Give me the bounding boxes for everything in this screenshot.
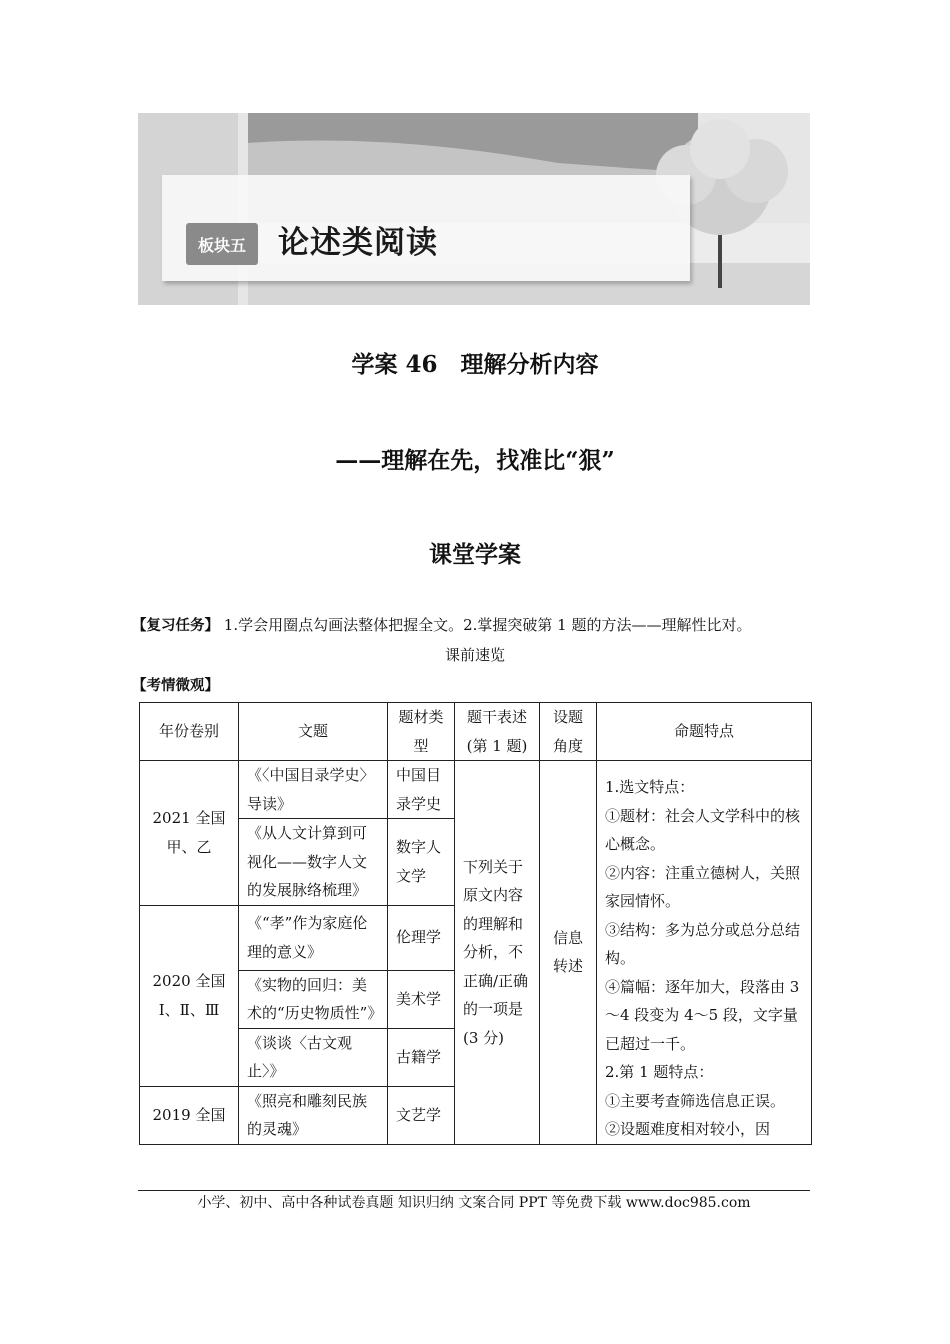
article-genre: 文艺学 (388, 1086, 455, 1144)
section-banner (138, 113, 810, 305)
article-title: 《〈中国目录学史〉导读》 (239, 761, 388, 819)
year-2020: 2020 全国Ⅰ、Ⅱ、Ⅲ (140, 905, 239, 1086)
question-angle: 信息转述 (540, 761, 597, 1145)
review-task (132, 614, 752, 635)
banner-title: 论述类阅读 (278, 225, 438, 261)
block-badge: 板块五 (186, 223, 258, 265)
exam-table (139, 702, 812, 1145)
header-stem: 题干表述(第 1 题) (455, 703, 540, 761)
year-2021: 2021 全国甲、乙 (140, 761, 239, 906)
feature-line: ①题材：社会人文学科中的核心概念。 (605, 806, 801, 853)
page-footer: 小学、初中、高中各种试卷真题 知识归纳 文案合同 PPT 等免费下载 www.doc985.com (138, 1190, 810, 1217)
feature-line: 1.选文特点： (605, 778, 695, 796)
article-genre: 中国目录学史 (388, 761, 455, 819)
article-genre: 伦理学 (388, 905, 455, 970)
question-stem: 下列关于原文内容的理解和分析，不正确/正确的一项是(3 分) (455, 761, 540, 1145)
year-2019: 2019 全国 (140, 1086, 239, 1144)
lesson-subtitle: ——理解在先，找准比“狠” (335, 447, 615, 474)
article-title: 《“孝”作为家庭伦理的意义》 (239, 905, 388, 970)
header-features: 命题特点 (597, 703, 812, 761)
review-text: 1.学会用圈点勾画法整体把握全文。2.掌握突破第 1 题的方法——理解性比对。 (223, 616, 752, 634)
feature-line: 2.第 1 题特点： (605, 1063, 714, 1081)
article-title: 《谈谈〈古文观止〉》 (239, 1028, 388, 1086)
feature-line: ③结构：多为总分或总分总结构。 (605, 920, 801, 967)
feature-line: ②内容：注重立德树人，关照家园情怀。 (605, 863, 801, 910)
header-year: 年份卷别 (140, 703, 239, 761)
feature-line: ②设题难度相对较小，因 (605, 1120, 771, 1138)
article-title: 《从人文计算到可视化——数字人文的发展脉络梳理》 (239, 819, 388, 906)
header-genre: 题材类型 (388, 703, 455, 761)
article-genre: 古籍学 (388, 1028, 455, 1086)
header-angle: 设题角度 (540, 703, 597, 761)
table-row (140, 761, 812, 819)
article-title: 《实物的回归：美术的“历史物质性”》 (239, 970, 388, 1028)
exam-label: 【考情微观】 (132, 678, 219, 694)
article-genre: 数字人文学 (388, 819, 455, 906)
lesson-title: 学案 46 理解分析内容 (351, 351, 599, 378)
section-title: 课堂学案 (429, 541, 521, 568)
preview-title: 课前速览 (444, 646, 505, 664)
article-genre: 美术学 (388, 970, 455, 1028)
feature-line: ①主要考查筛选信息正误。 (605, 1091, 786, 1110)
header-title: 文题 (239, 703, 388, 761)
review-label: 【复习任务】 (132, 618, 219, 634)
features-cell (597, 761, 812, 1145)
article-title: 《照亮和雕刻民族的灵魂》 (239, 1086, 388, 1144)
feature-line: ④篇幅：逐年加大，段落由 3～4 段变为 4～5 段，文字量已超过一千。 (605, 977, 800, 1053)
table-header-row (140, 703, 812, 761)
banner-panel (162, 175, 690, 281)
